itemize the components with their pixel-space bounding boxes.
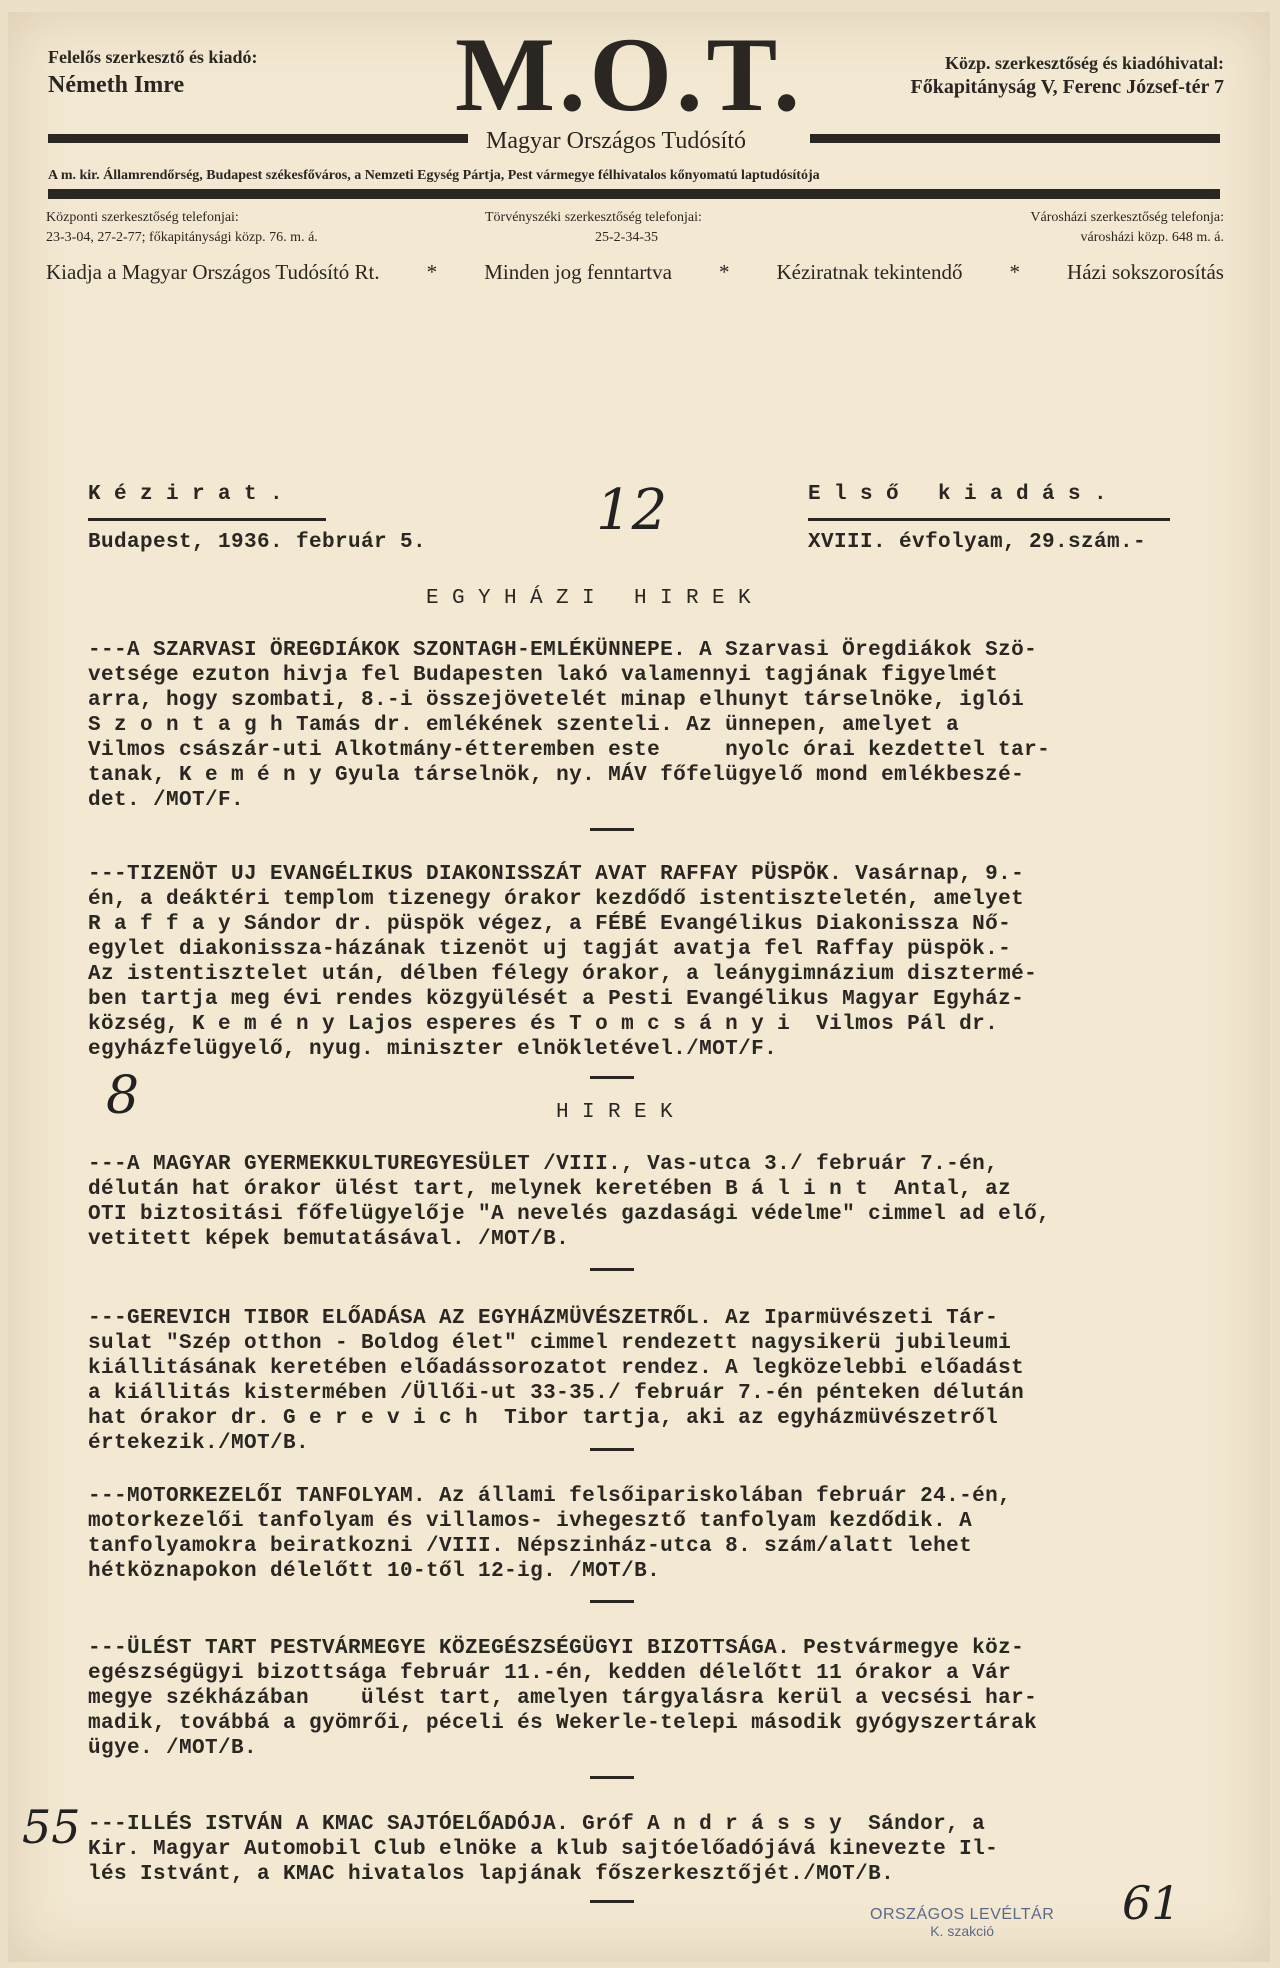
article-line: egészségügyi bizottsága február 11.-én, kedden délelőtt 11 órakor a Vár (88, 1662, 1012, 1685)
letterhead-rule-right (810, 134, 1220, 143)
article-line: S z o n t a g h Tamás dr. emlékének szenteli. Az ünnepen, amelyet a (88, 714, 960, 737)
article-line: tanak, K e m é n y Gyula társelnök, ny. MÁV főfelügyelő mond emlékbeszé- (88, 764, 1025, 787)
edition-underline (808, 518, 1170, 521)
handwritten-margin-mark: 55 (22, 1800, 81, 1854)
article-gerevich (88, 1306, 1024, 1456)
footer-separator: * (426, 260, 438, 284)
publisher-name: Németh Imre (48, 71, 185, 98)
manuscript-underline (88, 518, 326, 521)
article-line: det. /MOT/F. (88, 789, 245, 812)
article-line: ben tartja meg évi rendes közgyülését a Pesti Evangélikus Magyar Egyház- (88, 988, 1025, 1011)
volume-number: XVIII. évfolyam, 29.szám.- (808, 531, 1147, 554)
article-line: Kir. Magyar Automobil Club elnöke a klub sajtóelőadójává kinevezte Il- (88, 1838, 999, 1861)
phone-cityhall-label: Városházi szerkesztőség telefonja: (1030, 210, 1224, 225)
publisher-label: Felelős szerkesztő és kiadó: (48, 47, 258, 67)
article-line: hétköznapokon délelőtt 10-től 12-ig. /MOT/B. (88, 1560, 661, 1583)
footer-rights: Minden jog fenntartva (484, 260, 672, 284)
section-news: H I R E K (556, 1101, 674, 1124)
article-separator (590, 1776, 634, 1779)
article-line: délután hat órakor ülést tart, melynek keretében B á l i n t Antal, az (88, 1178, 1012, 1201)
article-illes (88, 1812, 998, 1887)
handwritten-margin-mark: 8 (106, 1066, 140, 1126)
edition-label: E l s ő k i a d á s . (808, 483, 1108, 506)
article-separator (590, 828, 634, 831)
office-label: Közp. szerkesztőség és kiadóhivatal: (945, 53, 1224, 73)
footer-separator: * (1009, 260, 1021, 284)
article-line: Vilmos császár-uti Alkotmány-étteremben este nyolc órai kezdettel tar- (88, 739, 1051, 762)
article-line: arra, hogy szombati, 8.-i összejövetelét minap elhunyt társelnöke, iglói (88, 689, 1025, 712)
letterhead-rule-left (48, 134, 468, 143)
article-line: ---ILLÉS ISTVÁN A KMAC SAJTÓELŐADÓJA. Gróf A n d r á s s y Sándor, a (88, 1813, 986, 1836)
article-kozegeszsegugyi (88, 1636, 1037, 1761)
phone-court (485, 208, 702, 247)
article-separator (590, 1600, 634, 1603)
article-line: a kiállitás kistermében /Üllői-ut 33-35./ február 7.-én pénteken délután (88, 1382, 1025, 1405)
article-line: kiállitásának keretében előadássorozatot rendez. A legközelebbi előadást (88, 1357, 1025, 1380)
letterhead-thick-rule (48, 189, 1220, 199)
phone-central-value: 23-3-04, 27-2-77; főkapitánysági közp. 76. m. á. (46, 229, 318, 245)
article-line: én, a deáktéri templom tizenegy órakor kezdődő istentiszteletén, amelyet (88, 888, 1025, 911)
stamp-line-2: K. szakció (930, 1922, 995, 1939)
article-line: ---TIZENÖT UJ EVANGÉLIKUS DIAKONISSZÁT AVAT RAFFAY PÜSPÖK. Vasárnap, 9.- (88, 863, 1025, 886)
article-szontagh (88, 638, 1050, 813)
article-line: Az istentisztelet után, délben félegy órakor, a leánygimnázium disztermé- (88, 963, 1038, 986)
article-separator (590, 1076, 634, 1079)
footer-publisher: Kiadja a Magyar Országos Tudósító Rt. (46, 260, 380, 284)
handwritten-page-number: 61 (1122, 1876, 1181, 1930)
footer-separator: * (718, 260, 730, 284)
article-line: sulat "Szép otthon - Boldog élet" cimmel rendezett nagysikerü jubileumi (88, 1332, 1012, 1355)
phone-central-label: Központi szerkesztőség telefonjai: (46, 210, 239, 225)
footer-duplication: Házi sokszorosítás (1067, 260, 1224, 284)
footer-manuscript: Kéziratnak tekintendő (776, 260, 963, 284)
article-motorkezelo (88, 1484, 1011, 1584)
affiliation-band: A m. kir. Államrendőrség, Budapest székesfőváros, a Nemzeti Egység Pártja, Pest vármegye félhivatalos kőnyomatú laptudósítója (48, 168, 820, 183)
article-line: vetsége ezuton hivja fel Budapesten lakó valamennyi tagjának figyelmét (88, 664, 999, 687)
article-line: ---MOTORKEZELŐI TANFOLYAM. Az állami felsőipariskolában február 24.-én, (88, 1485, 1012, 1508)
agency-subtitle: Magyar Országos Tudósító (486, 128, 747, 154)
phone-court-label: Törvényszéki szerkesztőség telefonjai: (485, 210, 702, 225)
article-line: OTI biztositási főfelügyelője "A nevelés gazdasági védelme" cimmel ad elő, (88, 1203, 1051, 1226)
article-line: hat órakor dr. G e r e v i c h Tibor tartja, aki az egyházmüvészetről (88, 1407, 999, 1430)
article-line: tanfolyamokra beiratkozni /VIII. Népszinház-utca 8. szám/alatt lehet (88, 1535, 973, 1558)
article-line: lés Istvánt, a KMAC hivatalos lapjának főszerkesztőjét./MOT/B. (88, 1863, 895, 1886)
manuscript-label: K é z i r a t . (88, 483, 284, 506)
article-line: ügye. /MOT/B. (88, 1737, 258, 1760)
issue-date: Budapest, 1936. február 5. (88, 531, 427, 554)
phone-cityhall (1030, 208, 1224, 247)
publisher-block (48, 48, 257, 98)
article-line: madik, továbbá a gyömrői, péceli és Wekerle-telepi második gyógyszertárak (88, 1712, 1038, 1735)
article-line: értekezik./MOT/B. (88, 1432, 310, 1455)
handwritten-page-mark: 12 (596, 478, 668, 543)
phone-central (46, 208, 318, 247)
article-line: ---GEREVICH TIBOR ELŐADÁSA AZ EGYHÁZMÜVÉSZETRŐL. Az Iparmüvészeti Tár- (88, 1307, 999, 1330)
office-address: Főkapitányság V, Ferenc József-tér 7 (910, 75, 1224, 98)
article-line: megye székházában ülést tart, amelyen tárgyalásra kerül a vecsési har- (88, 1687, 1038, 1710)
article-line: ---A MAGYAR GYERMEKKULTUREGYESÜLET /VIII., Vas-utca 3./ február 7.-én, (88, 1153, 999, 1176)
article-diakonissza (88, 862, 1037, 1062)
article-line: ---ÜLÉST TART PESTVÁRMEGYE KÖZEGÉSZSÉGÜGYI BIZOTTSÁGA. Pestvármegye köz- (88, 1637, 1025, 1660)
phone-cityhall-value: városházi közp. 648 m. á. (1080, 229, 1224, 245)
stamp-line-1: ORSZÁGOS LEVÉLTÁR (870, 1906, 1055, 1923)
article-separator (590, 1448, 634, 1451)
phone-court-value: 25-2-34-35 (595, 229, 658, 245)
article-line: vetitett képek bemutatásával. /MOT/B. (88, 1228, 570, 1251)
mot-logo: M.O.T. (455, 16, 804, 133)
article-line: R a f f a y Sándor dr. püspök végez, a FÉBÉ Evangélikus Diakonissza Nő- (88, 913, 1012, 936)
article-line: motorkezelői tanfolyam és villamos- ivhegesztő tanfolyam kezdődik. A (88, 1510, 973, 1533)
letterhead-footer (46, 260, 1224, 285)
article-line: egylet diakonissza-házának tizenöt uj tagját avatja fel Raffay püspök.- (88, 938, 1012, 961)
article-line: község, K e m é n y Lajos esperes és T o m c s á n y i Vilmos Pál dr. (88, 1013, 999, 1036)
office-block (911, 54, 1225, 98)
article-line: egyházfelügyelő, nyug. miniszter elnökletével./MOT/F. (88, 1038, 778, 1061)
section-church-news: E G Y H Á Z I H I R E K (426, 587, 752, 610)
article-separator (590, 1900, 634, 1903)
article-line: ---A SZARVASI ÖREGDIÁKOK SZONTAGH-EMLÉKÜNNEPE. A Szarvasi Öregdiákok Szö- (88, 639, 1038, 662)
article-gyermekkultur (88, 1152, 1050, 1252)
article-separator (590, 1268, 634, 1271)
archive-stamp (870, 1906, 1054, 1939)
